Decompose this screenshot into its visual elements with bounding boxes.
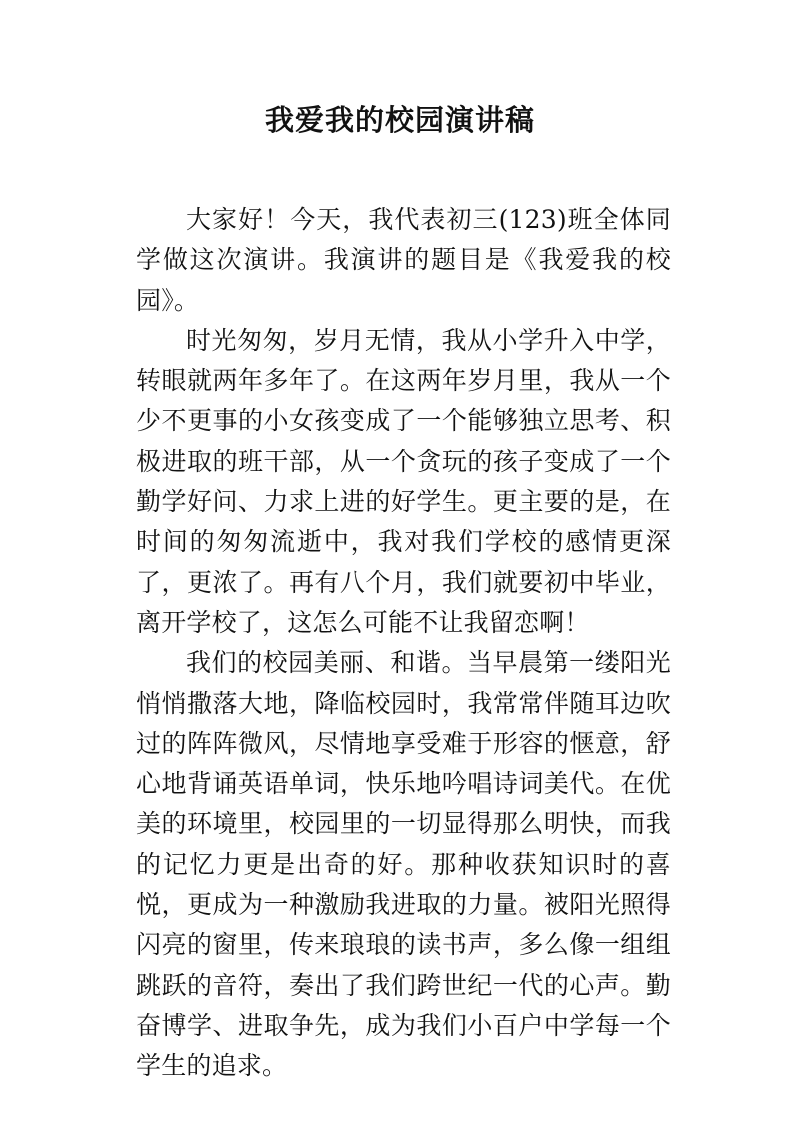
paragraph-campus-beauty: 我们的校园美丽、和谐。当早晨第一缕阳光悄悄撒落大地，降临校园时，我常常伴随耳边吹过的阵阵微风，尽情地享受难于形容的惬意，舒心地背诵英语单词，快乐地吟唱诗词美代。在优美的环境里，校园里的一切显得那么明快，而我的记忆力更是出奇的好。那种收获知识时的喜悦，更成为一种激励我进取的力量。被阳光照得闪亮的窗里，传来琅琅的读书声，多么像一组组跳跃的音符，奏出了我们跨世纪一代的心声。勤奋博学、进取争先，成为我们小百户中学每一个学生的追求。 (136, 648, 671, 1081)
paragraph-time-passing: 时光匆匆，岁月无情，我从小学升入中学，转眼就两年多年了。在这两年岁月里，我从一个少不更事的小女孩变成了一个能够独立思考、积极进取的班干部，从一个贪玩的孩子变成了一个勤学好问、力求上进的好学生。更主要的是，在时间的匆匆流逝中，我对我们学校的感情更深了，更浓了。再有八个月，我们就要初中毕业，离开学校了，这怎么可能不让我留恋啊！ (136, 325, 671, 637)
paragraph-greeting: 大家好！今天，我代表初三(123)班全体同学做这次演讲。我演讲的题目是《我爱我的校园》。 (136, 205, 671, 315)
document-body (136, 200, 671, 1087)
page-title: 我爱我的校园演讲稿 (264, 103, 535, 137)
